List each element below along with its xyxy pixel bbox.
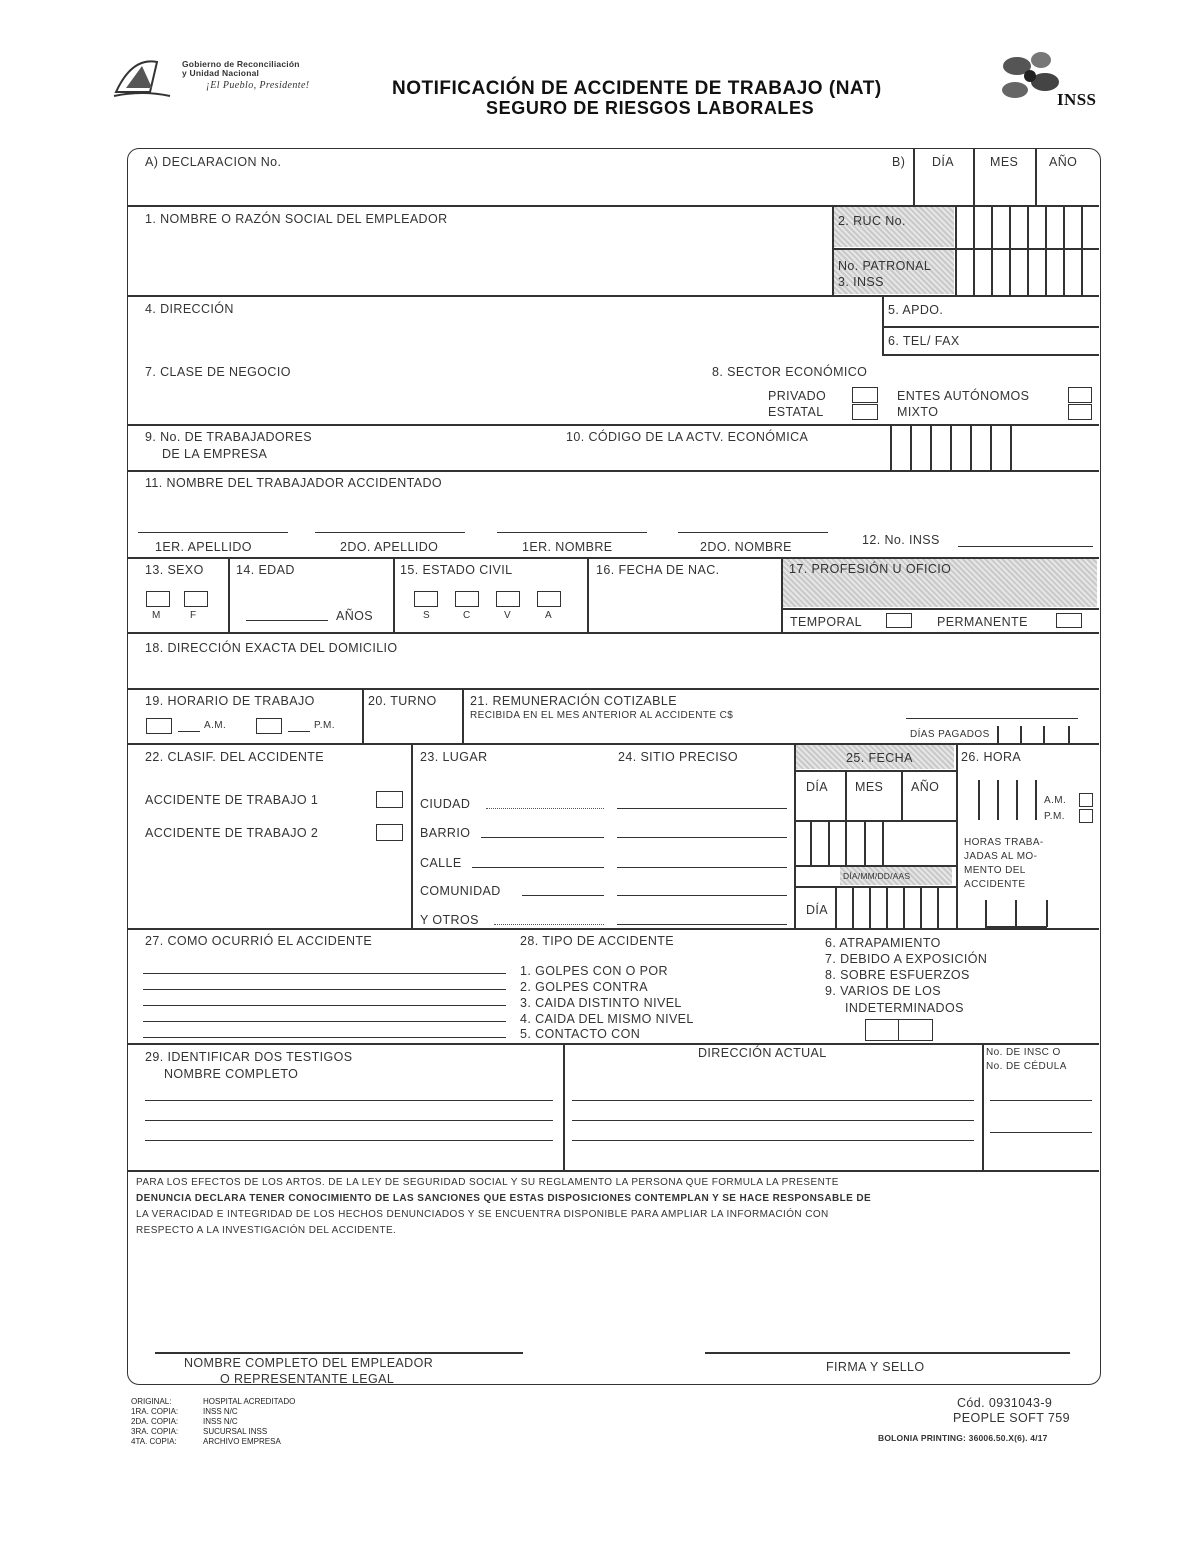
horas-trab-line3: MENTO DEL <box>964 865 1026 876</box>
privado-label: PRIVADO <box>768 389 827 403</box>
mixto-checkbox[interactable] <box>1068 404 1092 420</box>
fecha-label: 25. FECHA <box>846 751 913 765</box>
fecha-mes-label: MES <box>855 780 884 794</box>
turno-label: 20. TURNO <box>368 694 437 708</box>
entes-checkbox[interactable] <box>1068 387 1092 403</box>
inss-number-label: 3. INSS <box>838 275 884 289</box>
mixto-label: MIXTO <box>897 405 939 419</box>
horas-trab-line4: ACCIDENTE <box>964 879 1026 890</box>
tipo-1: 1. GOLPES CON O POR <box>520 964 668 978</box>
clase-negocio-label: 7. CLASE DE NEGOCIO <box>145 365 291 379</box>
horario-am-label: A.M. <box>204 720 227 731</box>
copy-row: 2DA. COPIA: INSS N/C <box>131 1417 238 1426</box>
at2-checkbox[interactable] <box>376 824 403 841</box>
printer-info: BOLONIA PRINTING: 36006.50.X(6). 4/17 <box>878 1433 1048 1443</box>
insc-label-2: No. DE CÉDULA <box>986 1061 1067 1072</box>
form-title: NOTIFICACIÓN DE ACCIDENTE DE TRABAJO (NAT) <box>392 78 882 99</box>
form-subtitle: SEGURO DE RIESGOS LABORALES <box>486 98 815 118</box>
entes-label: ENTES AUTÓNOMOS <box>897 389 1030 403</box>
barrio-label: BARRIO <box>420 826 471 840</box>
at2-label: ACCIDENTE DE TRABAJO 2 <box>145 826 319 840</box>
inss-flower-logo <box>995 48 1065 106</box>
horas-trab-line2: JADAS AL MO- <box>964 851 1038 862</box>
sexo-f-label: F <box>190 610 197 621</box>
hora-am-checkbox[interactable] <box>1079 793 1093 807</box>
lugar-label: 23. LUGAR <box>420 750 488 764</box>
insc-label-1: No. DE INSC O <box>986 1047 1061 1058</box>
declaracion-label: A) DECLARACION No. <box>145 155 282 169</box>
inss-brand: INSS <box>1057 90 1097 109</box>
a-anio-label: AÑO <box>1049 155 1078 169</box>
apellido1-label: 1ER. APELLIDO <box>155 540 252 554</box>
legal-line-2: DENUNCIA DECLARA TENER CONOCIMIENTO DE LAS SANCIONES QUE ESTAS DISPOSICIONES CONTEMPLAN Y SE HACE RESPONSABLE DE <box>136 1193 872 1204</box>
fecha-nac-label: 16. FECHA DE NAC. <box>596 563 720 577</box>
sitio-label: 24. SITIO PRECISO <box>618 750 739 764</box>
fecha-dia2-label: DÍA <box>806 903 829 917</box>
copy-row: 3RA. COPIA: SUCURSAL INSS <box>131 1427 268 1436</box>
horario-am-checkbox[interactable] <box>146 718 172 734</box>
civil-s-checkbox[interactable] <box>414 591 438 607</box>
people-soft: PEOPLE SOFT 759 <box>953 1411 1070 1425</box>
hora-pm-checkbox[interactable] <box>1079 809 1093 823</box>
direccion-label: 4. DIRECCIÓN <box>145 302 234 316</box>
copy-row: 1RA. COPIA: INSS N/C <box>131 1407 238 1416</box>
civil-c-label: C <box>463 610 471 621</box>
temporal-checkbox[interactable] <box>886 613 912 628</box>
sexo-m-checkbox[interactable] <box>146 591 170 607</box>
tipo-5: 5. CONTACTO CON <box>520 1027 641 1041</box>
nombre1-label: 1ER. NOMBRE <box>522 540 613 554</box>
tipo-8: 8. SOBRE ESFUERZOS <box>825 968 970 982</box>
tipo-9b: INDETERMINADOS <box>845 1001 964 1015</box>
tipo-7: 7. DEBIDO A EXPOSICIÓN <box>825 952 988 966</box>
sexo-m-label: M <box>152 610 161 621</box>
permanente-checkbox[interactable] <box>1056 613 1082 628</box>
hora-am-label: A.M. <box>1044 795 1067 806</box>
gov-motto: ¡El Pueblo, Presidente! <box>206 80 310 91</box>
codigo-actv-label: 10. CÓDIGO DE LA ACTV. ECONÓMICA <box>566 430 809 444</box>
domicilio-label: 18. DIRECCIÓN EXACTA DEL DOMICILIO <box>145 641 398 655</box>
employer-name-label: 1. NOMBRE O RAZÓN SOCIAL DEL EMPLEADOR <box>145 212 448 226</box>
tipo-3: 3. CAIDA DISTINTO NIVEL <box>520 996 682 1010</box>
profesion-label: 17. PROFESIÓN U OFICIO <box>789 562 952 576</box>
patronal-label: No. PATRONAL <box>838 259 932 273</box>
trabajadores-label: 9. No. DE TRABAJADORES <box>145 430 312 444</box>
horario-pm-checkbox[interactable] <box>256 718 282 734</box>
firma-sello-label: FIRMA Y SELLO <box>826 1360 925 1374</box>
estatal-label: ESTATAL <box>768 405 824 419</box>
edad-label: 14. EDAD <box>236 563 295 577</box>
tipo-4: 4. CAIDA DEL MISMO NIVEL <box>520 1012 694 1026</box>
estado-civil-label: 15. ESTADO CIVIL <box>400 563 513 577</box>
clasif-label: 22. CLASIF. DEL ACCIDENTE <box>145 750 325 764</box>
otros-label: Y OTROS <box>420 913 479 927</box>
dia-mes-label: DÍA/MM/DD/AAS <box>843 871 911 881</box>
tipo-accidente-label: 28. TIPO DE ACCIDENTE <box>520 934 675 948</box>
estatal-checkbox[interactable] <box>852 404 878 420</box>
inss-no-label: 12. No. INSS <box>862 533 940 547</box>
b-label: B) <box>892 155 906 169</box>
government-logo <box>112 52 172 102</box>
civil-v-checkbox[interactable] <box>496 591 520 607</box>
sexo-f-checkbox[interactable] <box>184 591 208 607</box>
sector-label: 8. SECTOR ECONÓMICO <box>712 365 868 379</box>
representante-label: O REPRESENTANTE LEGAL <box>220 1372 395 1386</box>
permanente-label: PERMANENTE <box>937 615 1028 629</box>
hora-pm-label: P.M. <box>1044 811 1065 822</box>
copy-row: 4TA. COPIA: ARCHIVO EMPRESA <box>131 1437 281 1446</box>
testigos-label: 29. IDENTIFICAR DOS TESTIGOS <box>145 1050 353 1064</box>
calle-label: CALLE <box>420 856 462 870</box>
trabajadores-label-2: DE LA EMPRESA <box>162 447 268 461</box>
fecha-dia-label: DÍA <box>806 780 829 794</box>
codigo-form: Cód. 0931043-9 <box>957 1396 1053 1410</box>
apdo-label: 5. APDO. <box>888 303 944 317</box>
temporal-label: TEMPORAL <box>790 615 862 629</box>
civil-v-label: V <box>504 610 512 621</box>
civil-a-label: A <box>545 610 553 621</box>
ruc-label: 2. RUC No. <box>838 214 906 228</box>
tipo-code-box-1[interactable] <box>865 1019 899 1041</box>
apellido2-label: 2DO. APELLIDO <box>340 540 439 554</box>
horario-label: 19. HORARIO DE TRABAJO <box>145 694 315 708</box>
trabajador-nombre-label: 11. NOMBRE DEL TRABAJADOR ACCIDENTADO <box>145 476 443 490</box>
tipo-6: 6. ATRAPAMIENTO <box>825 936 941 950</box>
gov-line1: Gobierno de Reconciliación <box>182 59 300 69</box>
copy-row: ORIGINAL: HOSPITAL ACREDITADO <box>131 1397 296 1406</box>
civil-a-checkbox[interactable] <box>537 591 561 607</box>
testigos-nombre-label: NOMBRE COMPLETO <box>164 1067 299 1081</box>
copies-list <box>131 1397 295 1447</box>
civil-c-checkbox[interactable] <box>455 591 479 607</box>
fecha-anio-label: AÑO <box>911 780 940 794</box>
legal-line-3: LA VERACIDAD E INTEGRIDAD DE LOS HECHOS DENUNCIADOS Y SE ENCUENTRA DISPONIBLE PARA AMPLIAR LA INFORMACIÓN CON <box>136 1209 829 1220</box>
civil-s-label: S <box>423 610 431 621</box>
tipo-code-box-2[interactable] <box>898 1019 933 1041</box>
remuneracion-sublabel: RECIBIDA EN EL MES ANTERIOR AL ACCIDENTE C$ <box>470 710 734 721</box>
a-mes-label: MES <box>990 155 1019 169</box>
at1-checkbox[interactable] <box>376 791 403 808</box>
como-ocurrio-label: 27. COMO OCURRIÓ EL ACCIDENTE <box>145 934 373 948</box>
empleador-nombre-label: NOMBRE COMPLETO DEL EMPLEADOR <box>184 1356 434 1370</box>
nombre2-label: 2DO. NOMBRE <box>700 540 792 554</box>
ciudad-label: CIUDAD <box>420 797 471 811</box>
tipo-2: 2. GOLPES CONTRA <box>520 980 648 994</box>
hora-label: 26. HORA <box>961 750 1022 764</box>
sexo-label: 13. SEXO <box>145 563 204 577</box>
remuneracion-label: 21. REMUNERACIÓN COTIZABLE <box>470 694 677 708</box>
tipo-9: 9. VARIOS DE LOS <box>825 984 941 998</box>
privado-checkbox[interactable] <box>852 387 878 403</box>
legal-line-4: RESPECTO A LA INVESTIGACIÓN DEL ACCIDENTE. <box>136 1225 397 1236</box>
legal-line-1: PARA LOS EFECTOS DE LOS ARTOS. DE LA LEY DE SEGURIDAD SOCIAL Y SU REGLAMENTO LA PERSONA QUE FORMULA LA PRESENTE <box>136 1177 839 1188</box>
tel-fax-label: 6. TEL/ FAX <box>888 334 960 348</box>
dias-pagados-label: DÍAS PAGADOS <box>910 729 990 740</box>
at1-label: ACCIDENTE DE TRABAJO 1 <box>145 793 319 807</box>
comunidad-label: COMUNIDAD <box>420 884 501 898</box>
anos-label: AÑOS <box>336 609 374 623</box>
horas-trab-line1: HORAS TRABA- <box>964 837 1044 848</box>
a-dia-label: DÍA <box>932 155 955 169</box>
gov-line2: y Unidad Nacional <box>182 68 260 78</box>
direccion-actual-label: DIRECCIÓN ACTUAL <box>698 1046 827 1060</box>
horario-pm-label: P.M. <box>314 720 335 731</box>
